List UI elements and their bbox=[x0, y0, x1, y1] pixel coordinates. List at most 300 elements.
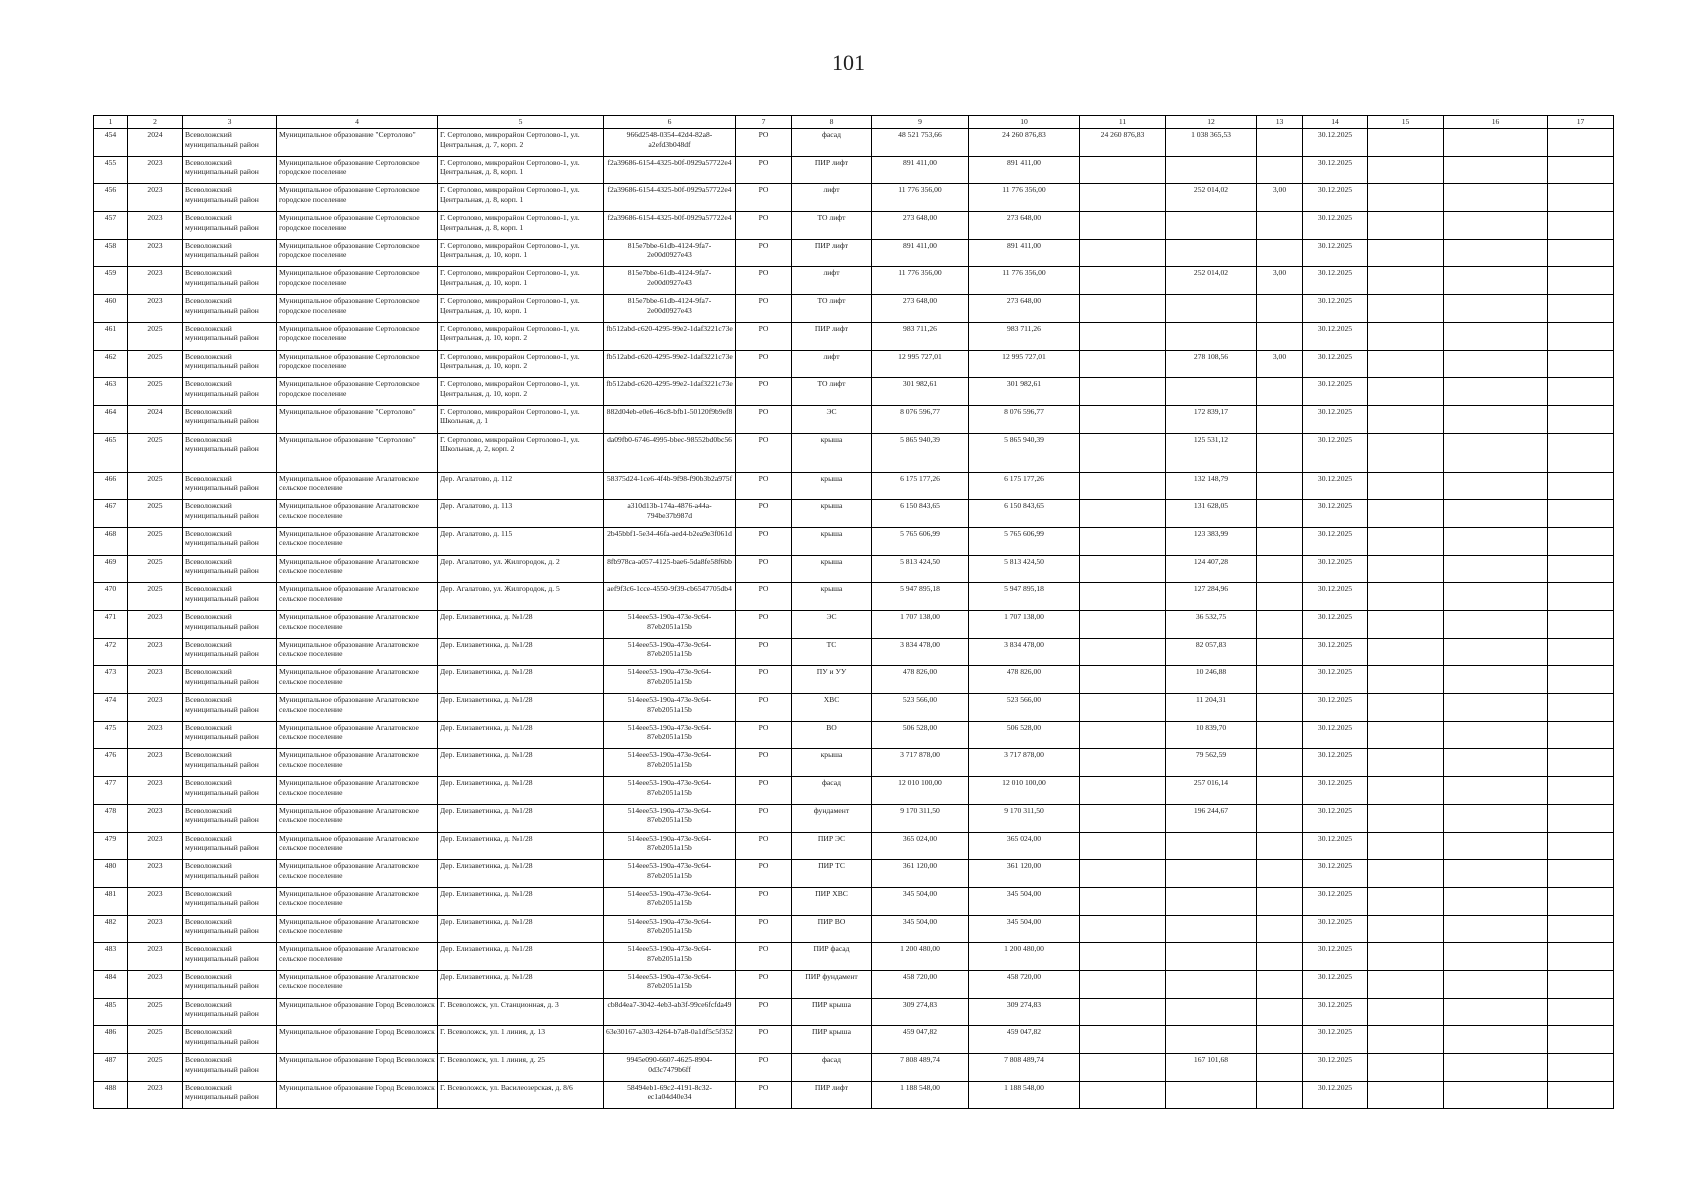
source-cell: РО bbox=[736, 1026, 792, 1054]
col-16-cell bbox=[1444, 184, 1548, 212]
cost-other-cell bbox=[1080, 239, 1166, 267]
work-type-cell: крыша bbox=[792, 527, 872, 555]
deadline-cell: 30.12.2025 bbox=[1303, 1026, 1368, 1054]
house-guid-cell: 815e7bbe-61db-4124-9fa7-2e00d0927e43 bbox=[604, 267, 736, 295]
cost-regional-cell: 459 047,82 bbox=[969, 1026, 1080, 1054]
lift-count-cell bbox=[1257, 832, 1303, 860]
municipality-cell: Муниципальное образование "Сертолово" bbox=[277, 433, 438, 472]
house-guid-cell: 514eee53-190a-473e-9c64-87eb2051a15b bbox=[604, 804, 736, 832]
column-number-13: 13 bbox=[1257, 116, 1303, 129]
deadline-cell: 30.12.2025 bbox=[1303, 405, 1368, 433]
cost-other-cell bbox=[1080, 749, 1166, 777]
work-type-cell: ПИР ХВС bbox=[792, 887, 872, 915]
lift-count-cell bbox=[1257, 405, 1303, 433]
total-cost-cell: 11 776 356,00 bbox=[872, 267, 969, 295]
lift-count-cell bbox=[1257, 1054, 1303, 1082]
year-cell: 2023 bbox=[128, 832, 183, 860]
cost-fund-cell: 132 148,79 bbox=[1166, 472, 1257, 500]
year-cell: 2023 bbox=[128, 749, 183, 777]
deadline-cell: 30.12.2025 bbox=[1303, 472, 1368, 500]
cost-other-cell bbox=[1080, 500, 1166, 528]
address-cell: Дер. Елизаветинка, д. №1/28 bbox=[438, 860, 604, 888]
address-cell: Дер. Елизаветинка, д. №1/28 bbox=[438, 943, 604, 971]
cost-other-cell bbox=[1080, 694, 1166, 722]
total-cost-cell: 459 047,82 bbox=[872, 1026, 969, 1054]
col-17-cell bbox=[1548, 1054, 1614, 1082]
address-cell: Дер. Елизаветинка, д. №1/28 bbox=[438, 721, 604, 749]
district-cell: Всеволожский муниципальный район bbox=[183, 666, 277, 694]
col-17-cell bbox=[1548, 915, 1614, 943]
cost-regional-cell: 506 528,00 bbox=[969, 721, 1080, 749]
col-15-cell bbox=[1368, 267, 1444, 295]
col-17-cell bbox=[1548, 694, 1614, 722]
cost-fund-cell: 11 204,31 bbox=[1166, 694, 1257, 722]
lift-count-cell bbox=[1257, 970, 1303, 998]
total-cost-cell: 6 175 177,26 bbox=[872, 472, 969, 500]
house-guid-cell: 2b45bbf1-5e34-46fa-aed4-b2ea9e3f061d bbox=[604, 527, 736, 555]
column-number-15: 15 bbox=[1368, 116, 1444, 129]
lift-count-cell bbox=[1257, 638, 1303, 666]
cost-regional-cell: 6 175 177,26 bbox=[969, 472, 1080, 500]
cost-other-cell bbox=[1080, 860, 1166, 888]
row-number-cell: 458 bbox=[94, 239, 128, 267]
cost-fund-cell: 1 038 365,53 bbox=[1166, 129, 1257, 157]
municipality-cell: Муниципальное образование Сертоловское городское поселение bbox=[277, 184, 438, 212]
lift-count-cell bbox=[1257, 295, 1303, 323]
cost-fund-cell bbox=[1166, 860, 1257, 888]
source-cell: РО bbox=[736, 943, 792, 971]
cost-fund-cell bbox=[1166, 295, 1257, 323]
district-cell: Всеволожский муниципальный район bbox=[183, 943, 277, 971]
year-cell: 2023 bbox=[128, 295, 183, 323]
address-cell: Г. Сертолово, микрорайон Сертолово-1, ул. Школьная, д. 2, корп. 2 bbox=[438, 433, 604, 472]
work-type-cell: ТО лифт bbox=[792, 378, 872, 406]
lift-count-cell bbox=[1257, 555, 1303, 583]
year-cell: 2024 bbox=[128, 405, 183, 433]
total-cost-cell: 301 982,61 bbox=[872, 378, 969, 406]
source-cell: РО bbox=[736, 156, 792, 184]
deadline-cell: 30.12.2025 bbox=[1303, 860, 1368, 888]
address-cell: Г. Сертолово, микрорайон Сертолово-1, ул. Центральная, д. 10, корп. 2 bbox=[438, 350, 604, 378]
lift-count-cell bbox=[1257, 378, 1303, 406]
house-guid-cell: 815e7bbe-61db-4124-9fa7-2e00d0927e43 bbox=[604, 239, 736, 267]
lift-count-cell bbox=[1257, 527, 1303, 555]
work-type-cell: ПИР лифт bbox=[792, 322, 872, 350]
row-number-cell: 470 bbox=[94, 583, 128, 611]
deadline-cell: 30.12.2025 bbox=[1303, 350, 1368, 378]
col-16-cell bbox=[1444, 887, 1548, 915]
col-15-cell bbox=[1368, 555, 1444, 583]
district-cell: Всеволожский муниципальный район bbox=[183, 295, 277, 323]
year-cell: 2023 bbox=[128, 267, 183, 295]
deadline-cell: 30.12.2025 bbox=[1303, 500, 1368, 528]
deadline-cell: 30.12.2025 bbox=[1303, 998, 1368, 1026]
lift-count-cell bbox=[1257, 694, 1303, 722]
col-16-cell bbox=[1444, 611, 1548, 639]
row-number-cell: 465 bbox=[94, 433, 128, 472]
lift-count-cell bbox=[1257, 472, 1303, 500]
address-cell: Дер. Агалатово, д. 115 bbox=[438, 527, 604, 555]
municipality-cell: Муниципальное образование Агалатовское сельское поселение bbox=[277, 638, 438, 666]
source-cell: РО bbox=[736, 832, 792, 860]
deadline-cell: 30.12.2025 bbox=[1303, 970, 1368, 998]
address-cell: Дер. Елизаветинка, д. №1/28 bbox=[438, 638, 604, 666]
deadline-cell: 30.12.2025 bbox=[1303, 378, 1368, 406]
cost-other-cell bbox=[1080, 1026, 1166, 1054]
col-15-cell bbox=[1368, 777, 1444, 805]
table-row bbox=[94, 322, 1614, 350]
cost-fund-cell: 252 014,02 bbox=[1166, 267, 1257, 295]
col-17-cell bbox=[1548, 638, 1614, 666]
lift-count-cell bbox=[1257, 239, 1303, 267]
work-type-cell: крыша bbox=[792, 583, 872, 611]
cost-fund-cell: 252 014,02 bbox=[1166, 184, 1257, 212]
col-17-cell bbox=[1548, 156, 1614, 184]
house-guid-cell: f2a39686-6154-4325-b0f-0929a57722e4 bbox=[604, 212, 736, 240]
cost-other-cell bbox=[1080, 915, 1166, 943]
municipality-cell: Муниципальное образование Агалатовское сельское поселение bbox=[277, 860, 438, 888]
district-cell: Всеволожский муниципальный район bbox=[183, 749, 277, 777]
col-17-cell bbox=[1548, 405, 1614, 433]
municipality-cell: Муниципальное образование Агалатовское сельское поселение bbox=[277, 527, 438, 555]
address-cell: Г. Сертолово, микрорайон Сертолово-1, ул. Центральная, д. 8, корп. 1 bbox=[438, 212, 604, 240]
lift-count-cell bbox=[1257, 666, 1303, 694]
municipality-cell: Муниципальное образование Агалатовское сельское поселение bbox=[277, 694, 438, 722]
col-16-cell bbox=[1444, 129, 1548, 157]
col-16-cell bbox=[1444, 1054, 1548, 1082]
table-row bbox=[94, 583, 1614, 611]
district-cell: Всеволожский муниципальный район bbox=[183, 694, 277, 722]
cost-fund-cell bbox=[1166, 998, 1257, 1026]
year-cell: 2023 bbox=[128, 970, 183, 998]
district-cell: Всеволожский муниципальный район bbox=[183, 555, 277, 583]
row-number-cell: 467 bbox=[94, 500, 128, 528]
col-17-cell bbox=[1548, 583, 1614, 611]
table-row bbox=[94, 666, 1614, 694]
cost-other-cell bbox=[1080, 970, 1166, 998]
deadline-cell: 30.12.2025 bbox=[1303, 1081, 1368, 1109]
column-number-10: 10 bbox=[969, 116, 1080, 129]
cost-other-cell bbox=[1080, 1081, 1166, 1109]
municipality-cell: Муниципальное образование Агалатовское сельское поселение bbox=[277, 887, 438, 915]
house-guid-cell: 882d04eb-e0e6-46c8-bfb1-50120f9b9ef8 bbox=[604, 405, 736, 433]
total-cost-cell: 506 528,00 bbox=[872, 721, 969, 749]
cost-regional-cell: 891 411,00 bbox=[969, 239, 1080, 267]
column-number-17: 17 bbox=[1548, 116, 1614, 129]
col-16-cell bbox=[1444, 666, 1548, 694]
cost-other-cell bbox=[1080, 1054, 1166, 1082]
year-cell: 2025 bbox=[128, 583, 183, 611]
col-16-cell bbox=[1444, 1081, 1548, 1109]
cost-other-cell bbox=[1080, 295, 1166, 323]
total-cost-cell: 3 834 478,00 bbox=[872, 638, 969, 666]
address-cell: Дер. Агалатово, д. 113 bbox=[438, 500, 604, 528]
source-cell: РО bbox=[736, 970, 792, 998]
table-row bbox=[94, 832, 1614, 860]
year-cell: 2025 bbox=[128, 500, 183, 528]
row-number-cell: 462 bbox=[94, 350, 128, 378]
table-row bbox=[94, 156, 1614, 184]
col-16-cell bbox=[1444, 832, 1548, 860]
table-row bbox=[94, 184, 1614, 212]
year-cell: 2023 bbox=[128, 943, 183, 971]
source-cell: РО bbox=[736, 184, 792, 212]
municipality-cell: Муниципальное образование Агалатовское сельское поселение bbox=[277, 970, 438, 998]
source-cell: РО bbox=[736, 350, 792, 378]
col-15-cell bbox=[1368, 804, 1444, 832]
district-cell: Всеволожский муниципальный район bbox=[183, 583, 277, 611]
col-17-cell bbox=[1548, 860, 1614, 888]
cost-fund-cell: 124 407,28 bbox=[1166, 555, 1257, 583]
cost-other-cell bbox=[1080, 267, 1166, 295]
house-guid-cell: 514eee53-190a-473e-9c64-87eb2051a15b bbox=[604, 887, 736, 915]
lift-count-cell bbox=[1257, 943, 1303, 971]
col-15-cell bbox=[1368, 322, 1444, 350]
cost-fund-cell: 127 284,96 bbox=[1166, 583, 1257, 611]
col-16-cell bbox=[1444, 943, 1548, 971]
cost-other-cell bbox=[1080, 472, 1166, 500]
district-cell: Всеволожский муниципальный район bbox=[183, 1054, 277, 1082]
total-cost-cell: 9 170 311,50 bbox=[872, 804, 969, 832]
municipality-cell: Муниципальное образование Агалатовское сельское поселение bbox=[277, 915, 438, 943]
cost-other-cell bbox=[1080, 184, 1166, 212]
cost-fund-cell: 10 246,88 bbox=[1166, 666, 1257, 694]
total-cost-cell: 365 024,00 bbox=[872, 832, 969, 860]
cost-regional-cell: 273 648,00 bbox=[969, 295, 1080, 323]
row-number-cell: 473 bbox=[94, 666, 128, 694]
total-cost-cell: 5 865 940,39 bbox=[872, 433, 969, 472]
lift-count-cell: 3,00 bbox=[1257, 184, 1303, 212]
deadline-cell: 30.12.2025 bbox=[1303, 527, 1368, 555]
table-row bbox=[94, 694, 1614, 722]
col-16-cell bbox=[1444, 860, 1548, 888]
house-guid-cell: 514eee53-190a-473e-9c64-87eb2051a15b bbox=[604, 611, 736, 639]
cost-fund-cell: 10 839,70 bbox=[1166, 721, 1257, 749]
total-cost-cell: 345 504,00 bbox=[872, 915, 969, 943]
col-15-cell bbox=[1368, 472, 1444, 500]
table-row bbox=[94, 860, 1614, 888]
lift-count-cell bbox=[1257, 887, 1303, 915]
col-16-cell bbox=[1444, 777, 1548, 805]
year-cell: 2023 bbox=[128, 804, 183, 832]
total-cost-cell: 1 200 480,00 bbox=[872, 943, 969, 971]
lift-count-cell bbox=[1257, 156, 1303, 184]
address-cell: Дер. Елизаветинка, д. №1/28 bbox=[438, 832, 604, 860]
row-number-cell: 485 bbox=[94, 998, 128, 1026]
table-row bbox=[94, 749, 1614, 777]
district-cell: Всеволожский муниципальный район bbox=[183, 915, 277, 943]
col-15-cell bbox=[1368, 433, 1444, 472]
col-16-cell bbox=[1444, 804, 1548, 832]
col-16-cell bbox=[1444, 998, 1548, 1026]
district-cell: Всеволожский муниципальный район bbox=[183, 970, 277, 998]
col-17-cell bbox=[1548, 749, 1614, 777]
col-15-cell bbox=[1368, 350, 1444, 378]
cost-fund-cell bbox=[1166, 1081, 1257, 1109]
source-cell: РО bbox=[736, 694, 792, 722]
cost-fund-cell: 257 016,14 bbox=[1166, 777, 1257, 805]
row-number-cell: 484 bbox=[94, 970, 128, 998]
total-cost-cell: 48 521 753,66 bbox=[872, 129, 969, 157]
municipality-cell: Муниципальное образование "Сертолово" bbox=[277, 129, 438, 157]
deadline-cell: 30.12.2025 bbox=[1303, 129, 1368, 157]
row-number-cell: 459 bbox=[94, 267, 128, 295]
district-cell: Всеволожский муниципальный район bbox=[183, 433, 277, 472]
deadline-cell: 30.12.2025 bbox=[1303, 212, 1368, 240]
work-type-cell: крыша bbox=[792, 472, 872, 500]
address-cell: Г. Всеволожск, ул. 1 линия, д. 13 bbox=[438, 1026, 604, 1054]
col-16-cell bbox=[1444, 212, 1548, 240]
house-guid-cell: 514eee53-190a-473e-9c64-87eb2051a15b bbox=[604, 694, 736, 722]
house-guid-cell: cb8d4ea7-3042-4eb3-ab3f-99ce6fcfda49 bbox=[604, 998, 736, 1026]
deadline-cell: 30.12.2025 bbox=[1303, 804, 1368, 832]
cost-regional-cell: 12 010 100,00 bbox=[969, 777, 1080, 805]
cost-other-cell bbox=[1080, 804, 1166, 832]
col-17-cell bbox=[1548, 500, 1614, 528]
cost-other-cell bbox=[1080, 378, 1166, 406]
deadline-cell: 30.12.2025 bbox=[1303, 267, 1368, 295]
source-cell: РО bbox=[736, 998, 792, 1026]
house-guid-cell: 514eee53-190a-473e-9c64-87eb2051a15b bbox=[604, 970, 736, 998]
total-cost-cell: 12 995 727,01 bbox=[872, 350, 969, 378]
lift-count-cell bbox=[1257, 998, 1303, 1026]
house-guid-cell: 514eee53-190a-473e-9c64-87eb2051a15b bbox=[604, 943, 736, 971]
page-number: 101 bbox=[832, 50, 865, 75]
municipality-cell: Муниципальное образование Сертоловское городское поселение bbox=[277, 212, 438, 240]
cost-other-cell bbox=[1080, 555, 1166, 583]
address-cell: Дер. Агалатово, ул. Жилгородок, д. 2 bbox=[438, 555, 604, 583]
house-guid-cell: 514eee53-190a-473e-9c64-87eb2051a15b bbox=[604, 777, 736, 805]
municipality-cell: Муниципальное образование Сертоловское городское поселение bbox=[277, 239, 438, 267]
cost-other-cell bbox=[1080, 638, 1166, 666]
col-17-cell bbox=[1548, 1026, 1614, 1054]
municipality-cell: Муниципальное образование Агалатовское сельское поселение bbox=[277, 832, 438, 860]
address-cell: Г. Сертолово, микрорайон Сертолово-1, ул. Центральная, д. 10, корп. 2 bbox=[438, 322, 604, 350]
lift-count-cell bbox=[1257, 500, 1303, 528]
year-cell: 2025 bbox=[128, 1026, 183, 1054]
house-guid-cell: 58375d24-1ce6-4f4b-9f98-f90b3b2a975f bbox=[604, 472, 736, 500]
cost-regional-cell: 12 995 727,01 bbox=[969, 350, 1080, 378]
year-cell: 2023 bbox=[128, 156, 183, 184]
total-cost-cell: 273 648,00 bbox=[872, 295, 969, 323]
column-number-14: 14 bbox=[1303, 116, 1368, 129]
cost-other-cell bbox=[1080, 832, 1166, 860]
total-cost-cell: 5 765 606,99 bbox=[872, 527, 969, 555]
source-cell: РО bbox=[736, 500, 792, 528]
cost-regional-cell: 11 776 356,00 bbox=[969, 184, 1080, 212]
deadline-cell: 30.12.2025 bbox=[1303, 832, 1368, 860]
cost-regional-cell: 345 504,00 bbox=[969, 915, 1080, 943]
deadline-cell: 30.12.2025 bbox=[1303, 433, 1368, 472]
total-cost-cell: 12 010 100,00 bbox=[872, 777, 969, 805]
row-number-cell: 477 bbox=[94, 777, 128, 805]
cost-other-cell bbox=[1080, 777, 1166, 805]
municipality-cell: Муниципальное образование Сертоловское городское поселение bbox=[277, 156, 438, 184]
municipality-cell: Муниципальное образование Город Всеволожск bbox=[277, 1081, 438, 1109]
col-17-cell bbox=[1548, 555, 1614, 583]
col-15-cell bbox=[1368, 184, 1444, 212]
col-16-cell bbox=[1444, 500, 1548, 528]
district-cell: Всеволожский муниципальный район bbox=[183, 239, 277, 267]
source-cell: РО bbox=[736, 583, 792, 611]
total-cost-cell: 5 813 424,50 bbox=[872, 555, 969, 583]
total-cost-cell: 273 648,00 bbox=[872, 212, 969, 240]
address-cell: Г. Сертолово, микрорайон Сертолово-1, ул. Центральная, д. 10, корп. 2 bbox=[438, 378, 604, 406]
deadline-cell: 30.12.2025 bbox=[1303, 239, 1368, 267]
total-cost-cell: 458 720,00 bbox=[872, 970, 969, 998]
district-cell: Всеволожский муниципальный район bbox=[183, 777, 277, 805]
house-guid-cell: 966d2548-0354-42d4-82a8-a2efd3b048df bbox=[604, 129, 736, 157]
table-row bbox=[94, 777, 1614, 805]
year-cell: 2023 bbox=[128, 694, 183, 722]
year-cell: 2023 bbox=[128, 777, 183, 805]
lift-count-cell bbox=[1257, 322, 1303, 350]
source-cell: РО bbox=[736, 472, 792, 500]
col-17-cell bbox=[1548, 527, 1614, 555]
col-16-cell bbox=[1444, 970, 1548, 998]
cost-regional-cell: 891 411,00 bbox=[969, 156, 1080, 184]
year-cell: 2025 bbox=[128, 433, 183, 472]
column-number-5: 5 bbox=[438, 116, 604, 129]
address-cell: Г. Сертолово, микрорайон Сертолово-1, ул. Центральная, д. 10, корп. 1 bbox=[438, 295, 604, 323]
address-cell: Г. Сертолово, микрорайон Сертолово-1, ул. Центральная, д. 10, корп. 1 bbox=[438, 267, 604, 295]
table-row bbox=[94, 350, 1614, 378]
cost-other-cell bbox=[1080, 212, 1166, 240]
work-type-cell: ПИР крыша bbox=[792, 1026, 872, 1054]
col-15-cell bbox=[1368, 1081, 1444, 1109]
district-cell: Всеволожский муниципальный район bbox=[183, 832, 277, 860]
col-17-cell bbox=[1548, 998, 1614, 1026]
total-cost-cell: 345 504,00 bbox=[872, 887, 969, 915]
cost-regional-cell: 1 200 480,00 bbox=[969, 943, 1080, 971]
cost-other-cell bbox=[1080, 887, 1166, 915]
column-number-header-row bbox=[94, 116, 1614, 129]
cost-other-cell bbox=[1080, 998, 1166, 1026]
col-17-cell bbox=[1548, 1081, 1614, 1109]
col-17-cell bbox=[1548, 721, 1614, 749]
source-cell: РО bbox=[736, 887, 792, 915]
row-number-cell: 460 bbox=[94, 295, 128, 323]
table-row bbox=[94, 239, 1614, 267]
deadline-cell: 30.12.2025 bbox=[1303, 943, 1368, 971]
table-row bbox=[94, 998, 1614, 1026]
total-cost-cell: 5 947 895,18 bbox=[872, 583, 969, 611]
column-number-6: 6 bbox=[604, 116, 736, 129]
cost-regional-cell: 273 648,00 bbox=[969, 212, 1080, 240]
table-row bbox=[94, 970, 1614, 998]
col-15-cell bbox=[1368, 239, 1444, 267]
cost-fund-cell: 167 101,68 bbox=[1166, 1054, 1257, 1082]
cost-other-cell bbox=[1080, 943, 1166, 971]
col-15-cell bbox=[1368, 887, 1444, 915]
municipality-cell: Муниципальное образование Сертоловское городское поселение bbox=[277, 295, 438, 323]
source-cell: РО bbox=[736, 129, 792, 157]
column-number-11: 11 bbox=[1080, 116, 1166, 129]
row-number-cell: 487 bbox=[94, 1054, 128, 1082]
work-type-cell: ПИР ТС bbox=[792, 860, 872, 888]
municipality-cell: Муниципальное образование Город Всеволожск bbox=[277, 1054, 438, 1082]
column-number-7: 7 bbox=[736, 116, 792, 129]
year-cell: 2024 bbox=[128, 129, 183, 157]
source-cell: РО bbox=[736, 638, 792, 666]
cost-other-cell bbox=[1080, 433, 1166, 472]
year-cell: 2023 bbox=[128, 239, 183, 267]
deadline-cell: 30.12.2025 bbox=[1303, 915, 1368, 943]
total-cost-cell: 11 776 356,00 bbox=[872, 184, 969, 212]
year-cell: 2023 bbox=[128, 212, 183, 240]
col-16-cell bbox=[1444, 405, 1548, 433]
source-cell: РО bbox=[736, 267, 792, 295]
